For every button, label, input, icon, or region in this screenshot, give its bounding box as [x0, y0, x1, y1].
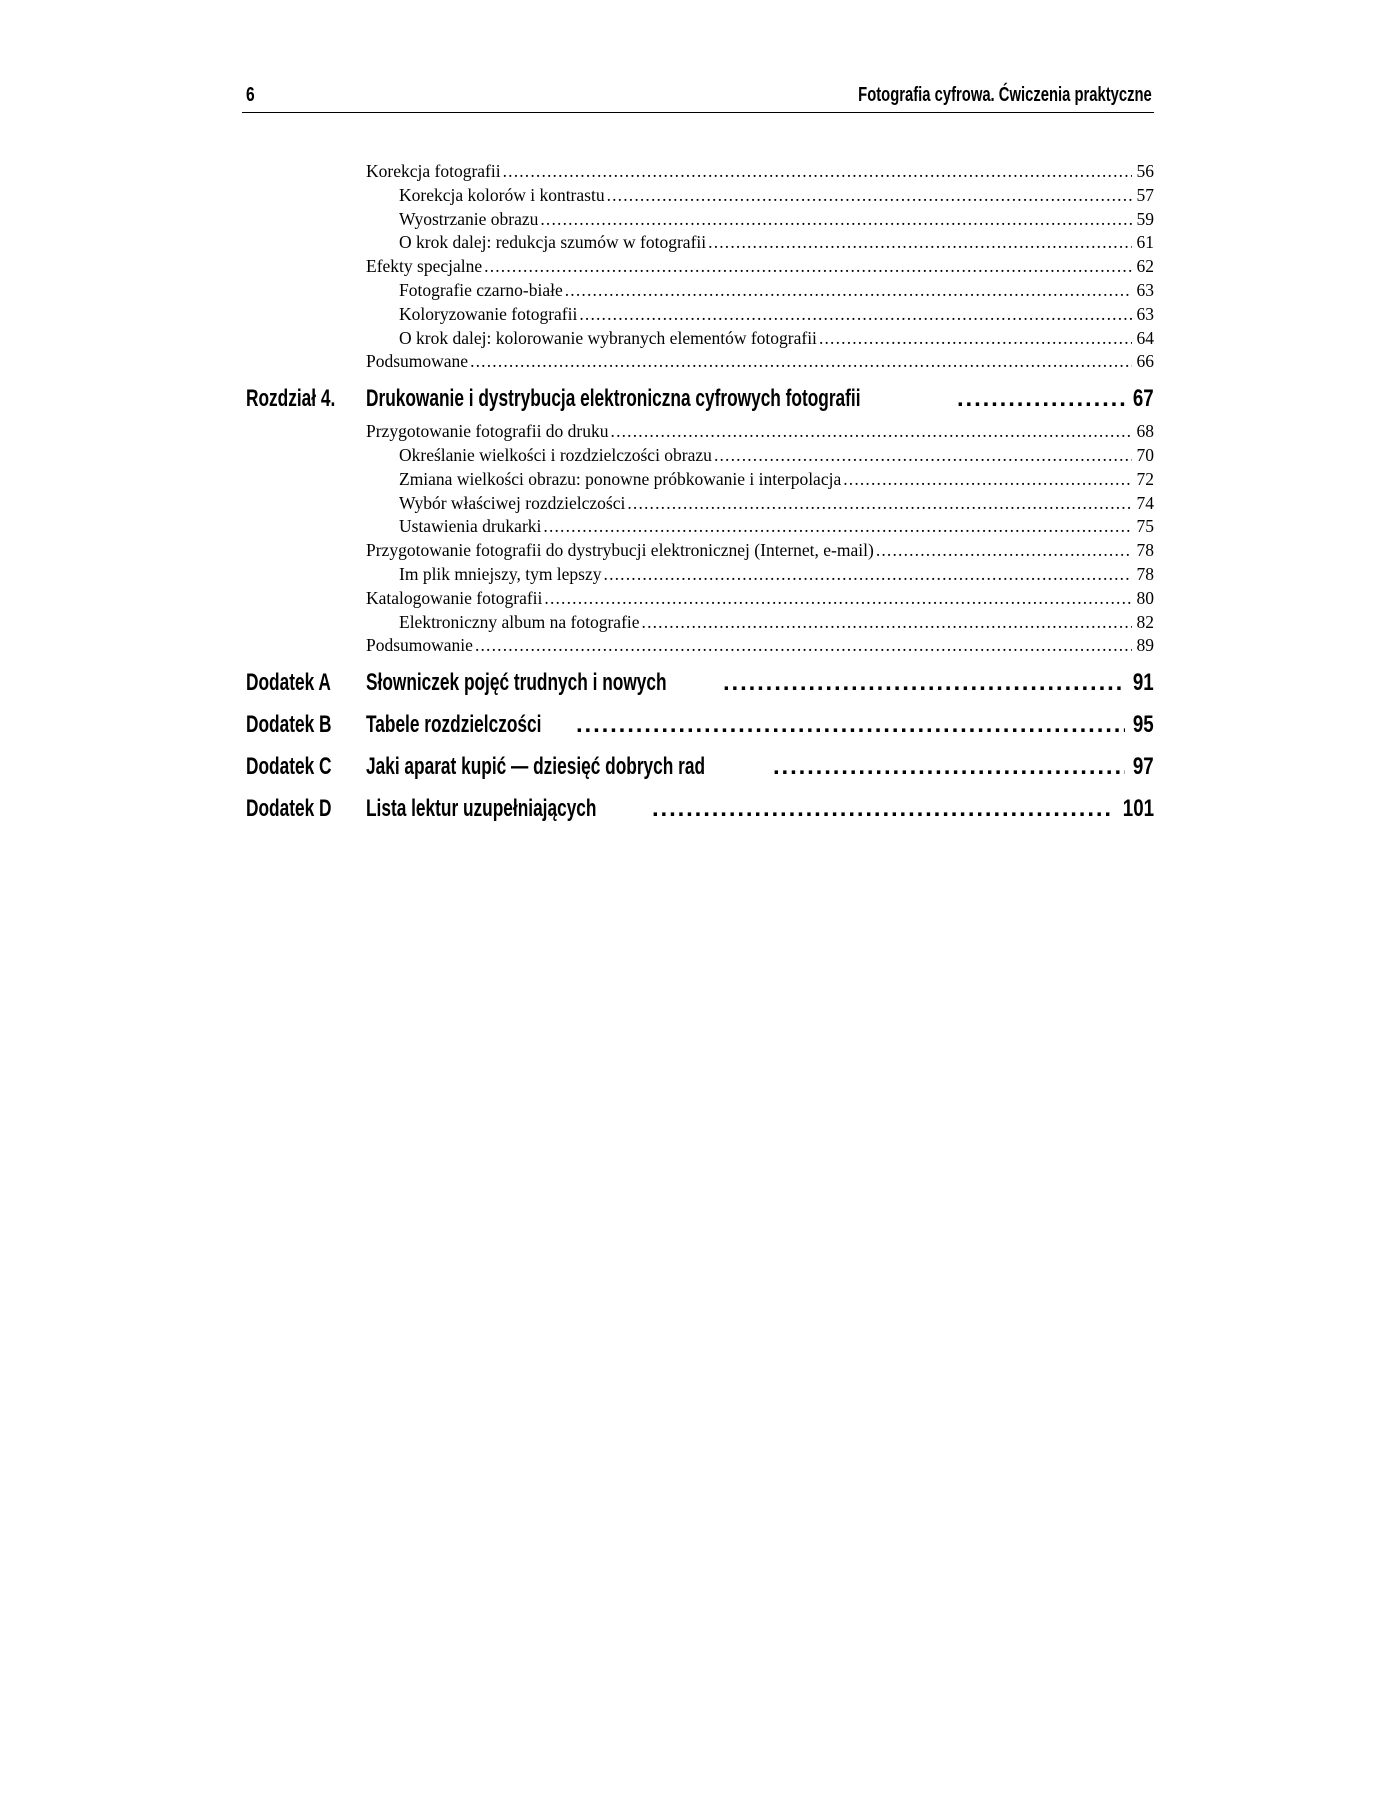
dot-leader	[576, 704, 1125, 746]
dot-leader	[773, 746, 1125, 788]
toc-entry-title: Przygotowanie fotografii do dystrybucji elektronicznej (Internet, e-mail)	[366, 540, 874, 561]
toc-entry-title: O krok dalej: kolorowanie wybranych elementów fotografii	[399, 327, 817, 348]
dot-leader	[843, 468, 1132, 492]
appendix-page: 95	[1133, 711, 1154, 739]
toc-appendix-c[interactable]	[242, 746, 1154, 788]
toc-entry[interactable]	[242, 208, 1154, 232]
toc-entry-title: Podsumowanie	[366, 635, 473, 656]
appendix-title-wrap	[366, 788, 650, 830]
dot-leader	[652, 788, 1112, 830]
toc-entry[interactable]	[242, 420, 1154, 444]
appendix-title: Lista lektur uzupełniających	[366, 795, 597, 823]
dot-leader	[579, 303, 1132, 327]
toc-entry-page: 59	[1136, 208, 1154, 229]
appendix-label: Dodatek C	[246, 753, 332, 781]
appendix-page: 97	[1133, 753, 1154, 781]
chapter-title-wrap	[366, 378, 955, 420]
toc-entry-page: 68	[1136, 421, 1154, 442]
toc-entry-page: 70	[1136, 444, 1154, 465]
toc-entry-title: Podsumowane	[366, 351, 469, 372]
dot-leader	[503, 160, 1132, 184]
appendix-title-wrap	[366, 662, 721, 704]
dot-leader	[957, 378, 1125, 420]
page-header	[242, 82, 1154, 113]
toc-entry-page: 78	[1136, 563, 1154, 584]
toc-entry-title: Elektroniczny album na fotografie	[399, 611, 640, 632]
toc-entry-page: 75	[1136, 516, 1154, 537]
toc-entry-page: 56	[1136, 161, 1154, 181]
dot-leader	[723, 662, 1125, 704]
toc-entry-title: Określanie wielkości i rozdzielczości obrazu	[399, 444, 712, 465]
dot-leader	[708, 231, 1132, 255]
toc-entry[interactable]	[242, 160, 1154, 184]
toc-entry-page: 57	[1136, 184, 1154, 205]
toc-entry[interactable]	[242, 231, 1154, 255]
toc-entry-page: 62	[1136, 256, 1154, 277]
toc-entry-title: Wyostrzanie obrazu	[399, 208, 539, 229]
dot-leader	[607, 184, 1132, 208]
dot-leader	[714, 444, 1132, 468]
dot-leader	[627, 492, 1132, 516]
appendix-page: 101	[1122, 795, 1154, 823]
toc-entry[interactable]	[242, 444, 1154, 468]
toc-appendix-d[interactable]	[242, 788, 1154, 830]
appendix-title: Jaki aparat kupić — dziesięć dobrych rad	[366, 753, 706, 781]
table-of-contents	[242, 160, 1154, 830]
toc-entry-title: Fotografie czarno-białe	[399, 279, 563, 300]
toc-entry[interactable]	[242, 492, 1154, 516]
toc-entry[interactable]	[242, 563, 1154, 587]
appendix-label: Dodatek A	[246, 669, 331, 697]
toc-entry-title: Korekcja fotografii	[366, 161, 501, 181]
toc-entry-page: 89	[1136, 635, 1154, 656]
toc-entry-title: Koloryzowanie fotografii	[399, 303, 578, 324]
toc-entry-title: Ustawienia drukarki	[399, 516, 542, 537]
toc-entry-title: Przygotowanie fotografii do druku	[366, 421, 609, 442]
toc-entry-page: 63	[1136, 279, 1154, 300]
toc-entry[interactable]	[242, 587, 1154, 611]
toc-entry-title: O krok dalej: redukcja szumów w fotografii	[399, 232, 707, 253]
toc-entry[interactable]	[242, 303, 1154, 327]
toc-entry[interactable]	[242, 255, 1154, 279]
toc-entry-title: Im plik mniejszy, tym lepszy	[399, 563, 602, 584]
toc-entry-page: 72	[1136, 468, 1154, 489]
toc-entry-title: Korekcja kolorów i kontrastu	[399, 184, 605, 205]
toc-entry-page: 66	[1136, 351, 1154, 372]
appendix-title: Słowniczek pojęć trudnych i nowych	[366, 669, 667, 697]
toc-entry-page: 61	[1136, 232, 1154, 253]
toc-entry-page: 78	[1136, 540, 1154, 561]
toc-entry-page: 64	[1136, 327, 1154, 348]
toc-entry-title: Zmiana wielkości obrazu: ponowne próbkowanie i interpolacja	[399, 468, 842, 489]
dot-leader	[470, 350, 1132, 374]
dot-leader	[544, 587, 1132, 611]
appendix-page: 91	[1133, 669, 1154, 697]
toc-entry[interactable]	[242, 279, 1154, 303]
chapter-label: Rozdział 4.	[246, 385, 336, 413]
page-number: 6	[246, 84, 255, 106]
toc-chapter-4[interactable]	[242, 378, 1154, 420]
toc-entry-title: Efekty specjalne	[366, 256, 483, 277]
dot-leader	[819, 327, 1132, 351]
toc-entry[interactable]	[242, 184, 1154, 208]
toc-entry-page: 82	[1136, 611, 1154, 632]
toc-entry-page: 74	[1136, 492, 1154, 513]
dot-leader	[543, 515, 1132, 539]
dot-leader	[876, 539, 1132, 563]
toc-entry[interactable]	[242, 611, 1154, 635]
dot-leader	[484, 255, 1132, 279]
toc-entry[interactable]	[242, 327, 1154, 351]
toc-entry[interactable]	[242, 515, 1154, 539]
book-title: Fotografia cyfrowa. Ćwiczenia praktyczne	[858, 84, 1152, 106]
toc-appendix-a[interactable]	[242, 662, 1154, 704]
appendix-title-wrap	[366, 746, 771, 788]
dot-leader	[540, 208, 1132, 232]
chapter-page: 67	[1133, 385, 1154, 413]
dot-leader	[565, 279, 1132, 303]
toc-entry[interactable]	[242, 468, 1154, 492]
toc-entry[interactable]	[242, 539, 1154, 563]
dot-leader	[604, 563, 1132, 587]
appendix-label: Dodatek D	[246, 795, 332, 823]
toc-entry-title: Wybór właściwej rozdzielczości	[399, 492, 626, 513]
appendix-title-wrap	[366, 704, 574, 746]
dot-leader	[475, 634, 1132, 658]
chapter-title: Drukowanie i dystrybucja elektroniczna cyfrowych fotografii	[366, 385, 861, 413]
toc-appendix-b[interactable]	[242, 704, 1154, 746]
dot-leader	[611, 420, 1132, 444]
toc-entry-page: 63	[1136, 303, 1154, 324]
dot-leader	[642, 611, 1132, 635]
appendix-label: Dodatek B	[246, 711, 332, 739]
appendix-title: Tabele rozdzielczości	[366, 711, 542, 739]
toc-entry[interactable]	[242, 350, 1154, 374]
toc-entry-page: 80	[1136, 587, 1154, 608]
toc-entry-title: Katalogowanie fotografii	[366, 587, 543, 608]
toc-entry[interactable]	[242, 634, 1154, 658]
